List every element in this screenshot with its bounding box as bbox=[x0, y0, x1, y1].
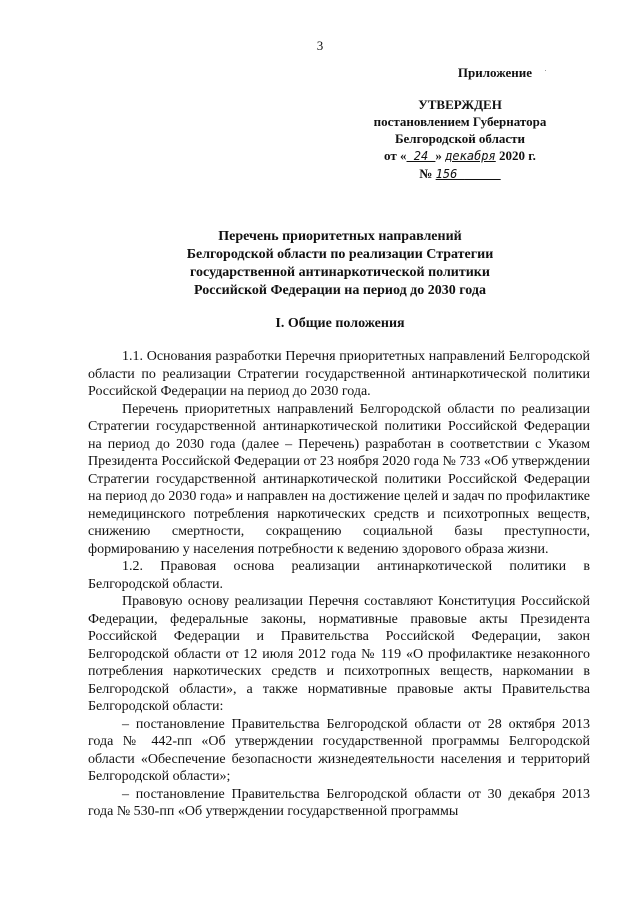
approval-date bbox=[360, 147, 560, 165]
approved-label: УТВЕРЖДЕН bbox=[418, 97, 502, 112]
paragraph: – постановление Правительства Белгородской области от 30 декабря 2013 года № 530-пп «Об утверждении государственной программы bbox=[88, 786, 590, 819]
approval-block bbox=[360, 64, 560, 183]
title-line-2: Белгородской области по реализации Стратегии bbox=[186, 247, 494, 262]
approval-number bbox=[360, 165, 560, 183]
section-heading: I. Общие положения bbox=[275, 316, 405, 331]
approval-line-1: постановлением Губернатора bbox=[373, 114, 547, 129]
date-prefix: от « bbox=[384, 148, 407, 163]
paragraph: – постановление Правительства Белгородской области от 28 октября 2013 года № 442-пп «Об утверждении государственной программы Белгородской области «Обеспечение безопасности жизнедеятельности населения и территорий Белгородской области»; bbox=[88, 716, 590, 784]
date-day: 24 bbox=[406, 149, 436, 163]
number-prefix: № bbox=[419, 166, 436, 181]
title-line-1: Перечень приоритетных направлений bbox=[218, 229, 462, 244]
title-line-3: государственной антинаркотической политики bbox=[190, 265, 490, 280]
appendix-label: Приложение bbox=[457, 65, 532, 80]
paragraph: 1.1. Основания разработки Перечня приоритетных направлений Белгородской области по реализации Стратегии государственной антинаркотической политики Российской Федерации на период до 2030 года. bbox=[88, 349, 590, 399]
date-year: 2020 г. bbox=[495, 148, 536, 163]
document-title bbox=[0, 228, 640, 300]
page-number: 3 bbox=[316, 38, 324, 53]
number-underline bbox=[465, 167, 501, 181]
body-text bbox=[88, 348, 590, 821]
date-month: декабря bbox=[445, 149, 496, 163]
paragraph: 1.2. Правовая основа реализации антинаркотической политики в Белгородской области. bbox=[88, 559, 590, 592]
date-mid: » bbox=[435, 148, 446, 163]
title-line-4: Российской Федерации на период до 2030 года bbox=[194, 283, 486, 298]
approval-line-2: Белгородской области bbox=[394, 131, 526, 146]
paragraph: Перечень приоритетных направлений Белгородской области по реализации Стратегии государственной антинаркотической политики Российской Федерации на период до 2030 года (далее – Перечень) разработан в соответствии с Указом Президента Российской Федерации от 23 ноября 2020 года № 733 «Об утверждении Стратегии государственной антинаркотической политики Российской Федерации на период до 2030 года» и направлен на достижение целей и задач по профилактике немедицинского потребления наркотических средств и психотропных веществ, снижению смертности, сокращению социальной базы преступности, формированию у населения потребности к ведению здорового образа жизни. bbox=[88, 401, 590, 557]
number-value: 156 bbox=[435, 167, 465, 181]
paragraph: Правовую основу реализации Перечня составляют Конституция Российской Федерации, федеральные законы, нормативные правовые акты Президента Российской Федерации и Правительства Российской Федерации, закон Белгородской области от 12 июля 2012 года № 119 «О профилактике незаконного потребления наркотических средств и психотропных веществ, наркомании в Белгородской области», а также нормативные правовые акты Правительства Белгородской области: bbox=[88, 594, 590, 714]
